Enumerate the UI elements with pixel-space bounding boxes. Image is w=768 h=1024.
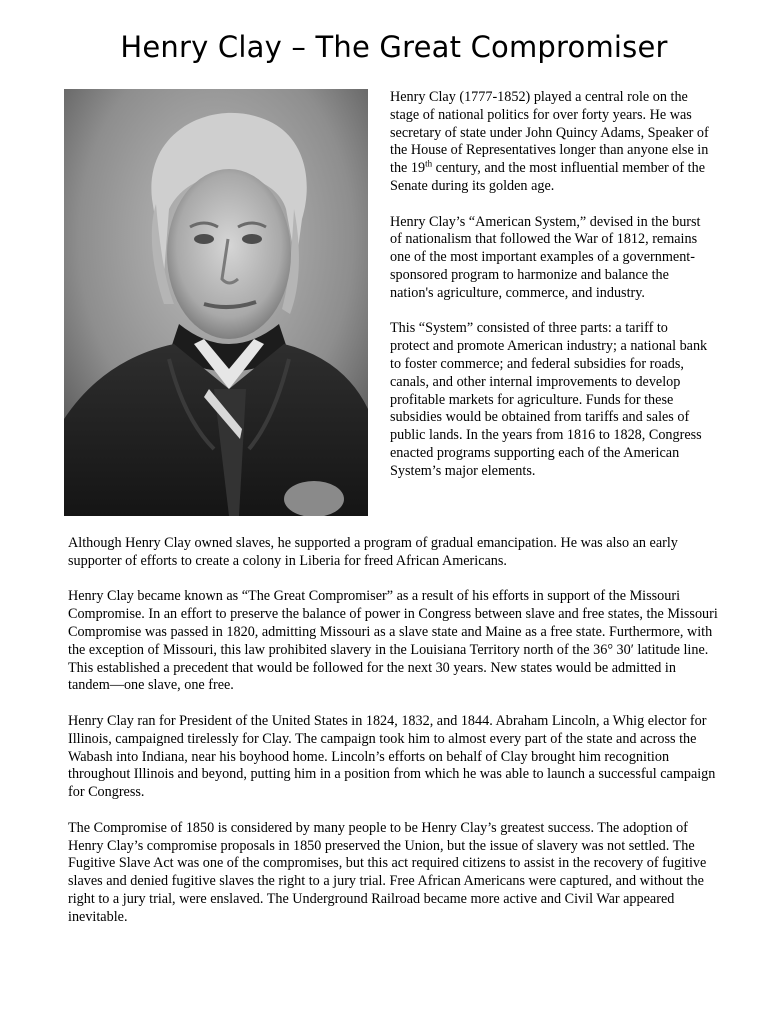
intro-paragraph-1: Henry Clay (1777-1852) played a central role on the stage of national politics for over forty years. He was secretary of state under John Quincy Adams, Speaker of the House of Representatives longer than anyone else in the 19th century, and the most influential member of the Senate during its golden age. [390, 89, 709, 194]
body-paragraph: Henry Clay ran for President of the United States in 1824, 1832, and 1844. Abraham Lincoln, a Whig elector for Illinois, campaigned tirelessly for Clay. The campaign took him to almost every part of the state and across the Wabash into Indiana, near his boyhood home. Lincoln’s efforts on behalf of Clay brought him recognition throughout Illinois and beyond, putting him in a position from which he was able to launch a successful campaign for Congress. [68, 712, 716, 801]
intro-paragraph-2: Henry Clay’s “American System,” devised in the burst of nationalism that followed the War of 1812, remains one of the most important examples of a government-sponsored program to harmonize and balance the nation's agriculture, commerce, and industry. [390, 213, 701, 301]
intro-text-column [390, 89, 710, 498]
page-title: Henry Clay – The Great Compromiser [120, 30, 668, 64]
intro-paragraph-3: This “System” consisted of three parts: a tariff to protect and promote American industry; a national bank to foster commerce; and federal subsidies for roads, canals, and other internal improvements to develop profitable markets for agriculture. Funds for these subsidies would be obtained from tariffs and sales of public lands. In the years from 1816 to 1828, Congress enacted programs supporting each of the American System’s major elements. [390, 320, 708, 479]
ordinal-superscript: th [425, 158, 433, 169]
body-paragraph: The Compromise of 1850 is considered by many people to be Henry Clay’s greatest success. The adoption of Henry Clay’s compromise proposals in 1850 preserved the Union, but the issue of slavery was not settled. The Fugitive Slave Act was one of the compromises, but this act required citizens to assist in the recovery of fugitive slaves and denied fugitive slaves the right to a jury trial. Free African Americans were captured, and without the right to a jury trial, were enslaved. The Underground Railroad became more active and Civil War appeared inevitable. [68, 819, 707, 925]
body-text [68, 535, 720, 944]
body-paragraph: Although Henry Clay owned slaves, he supported a program of gradual emancipation. He was also an early supporter of efforts to create a colony in Liberia for freed African Americans. [68, 535, 678, 569]
body-paragraph: Henry Clay became known as “The Great Compromiser” as a result of his efforts in support of the Missouri Compromise. In an effort to preserve the balance of power in Congress between slave and free states, the Missouri Compromise was passed in 1820, admitting Missouri as a slave state and Maine as a free state. Furthermore, with the exception of Missouri, this law prohibited slavery in the Louisiana Territory north of the 36° 30′ latitude line. This established a precedent that would be followed for the next 30 years. New states would be admitted in tandem—one slave, one free. [68, 588, 718, 694]
portrait-photo [64, 89, 368, 516]
